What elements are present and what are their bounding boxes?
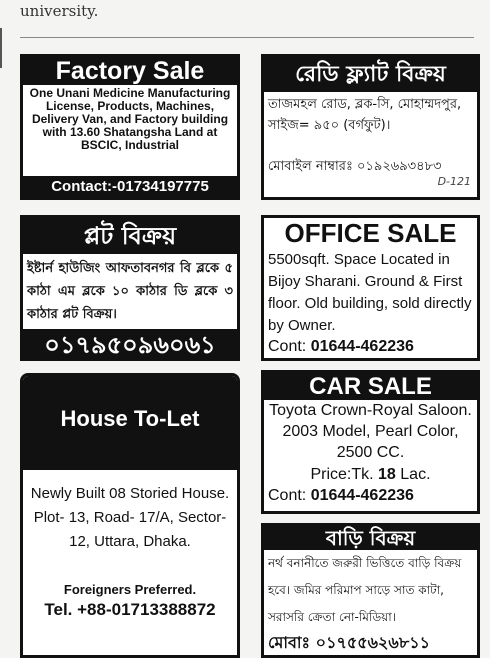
ad-body: তাজমহল রোড, ব্লক-সি, মোহাম্মদপুর, সাইজ= ৯৫০ (বর্গফুট)।	[268, 97, 462, 133]
article-fragment-text: university.	[20, 2, 99, 20]
ad-title: বাড়ি বিক্রয়	[264, 526, 477, 550]
contact-number: 01644-462236	[310, 487, 414, 504]
ad-price	[264, 465, 477, 485]
ad-body: ইষ্টার্ন হাউজিং আফতাবনগর বি ব্লকে ৫ কাঠা এম ব্লকে ১০ কাঠার ডি ব্লকে ৩ কাঠার প্লট বিক্রয়।	[27, 261, 233, 322]
factory-sale-ad	[20, 54, 240, 200]
ad-title: রেডি ফ্ল্যাট বিক্রয়	[264, 57, 477, 92]
price-value: 18	[378, 466, 396, 483]
ad-body: নর্থ বনানীতে জরুরী ভিত্তিতে বাড়ি বিক্রয় হবে। জমির পরিমাপ সাড়ে সাত কাটা, সরাসরি ক্রেতা নো-মিডিয়া।	[268, 556, 462, 624]
price-unit: Lac.	[400, 466, 431, 483]
ad-body: 5500sqft. Space Located in Bijoy Sharani. Ground & First floor. Old building, sold directly by Owner.	[268, 251, 472, 334]
flat-sale-ad	[261, 54, 480, 200]
house-to-let-ad	[20, 373, 240, 658]
ad-mobile: মোবাইল নাম্বারঃ ০১৯২৬৯৩৪৮৩	[268, 159, 442, 174]
price-label: Price:Tk.	[310, 466, 374, 483]
car-sale-ad	[261, 370, 480, 514]
ad-contact	[264, 337, 477, 357]
ad-title: OFFICE SALE	[264, 218, 477, 249]
contact-label: Cont:	[268, 487, 307, 504]
horizontal-rule	[20, 37, 474, 38]
ad-code: D-121	[437, 175, 471, 188]
ad-contact	[264, 485, 477, 507]
ad-title: House To-Let	[23, 376, 237, 470]
contact-label: Cont:	[268, 338, 307, 355]
ad-body: Newly Built 08 Storied House. Plot- 13, Road- 17/A, Sector-12, Uttara, Dhaka.	[30, 485, 230, 550]
ad-body: Toyota Crown-Royal Saloon. 2003 Model, Pearl Color, 2500 CC.	[269, 402, 472, 461]
ad-mobile: মোবাঃ ০১৭৫৫৬২৬৮১১	[268, 633, 430, 652]
ad-title: CAR SALE	[264, 373, 477, 400]
ad-phone: ০১৭৯৫০৯৬০৬১	[23, 329, 237, 361]
plot-sale-ad	[20, 215, 240, 361]
office-sale-ad	[261, 215, 480, 361]
house-sale-ad	[261, 523, 480, 658]
ad-body: One Unani Medicine Manufacturing License, Products, Machines, Delivery Van, and Factory building with 13.60 Shatangsha Land at BSCIC, Industrial	[29, 86, 231, 152]
contact-number: 01644-462236	[310, 338, 414, 355]
ad-contact: Contact:-01734197775	[23, 176, 237, 198]
ad-title: Factory Sale	[23, 57, 237, 85]
ad-title: প্লট বিক্রয়	[23, 218, 237, 254]
column-divider	[0, 28, 2, 68]
ad-note: Foreigners Preferred.	[63, 582, 197, 597]
ad-tel: Tel. +88-01713388872	[44, 600, 216, 619]
